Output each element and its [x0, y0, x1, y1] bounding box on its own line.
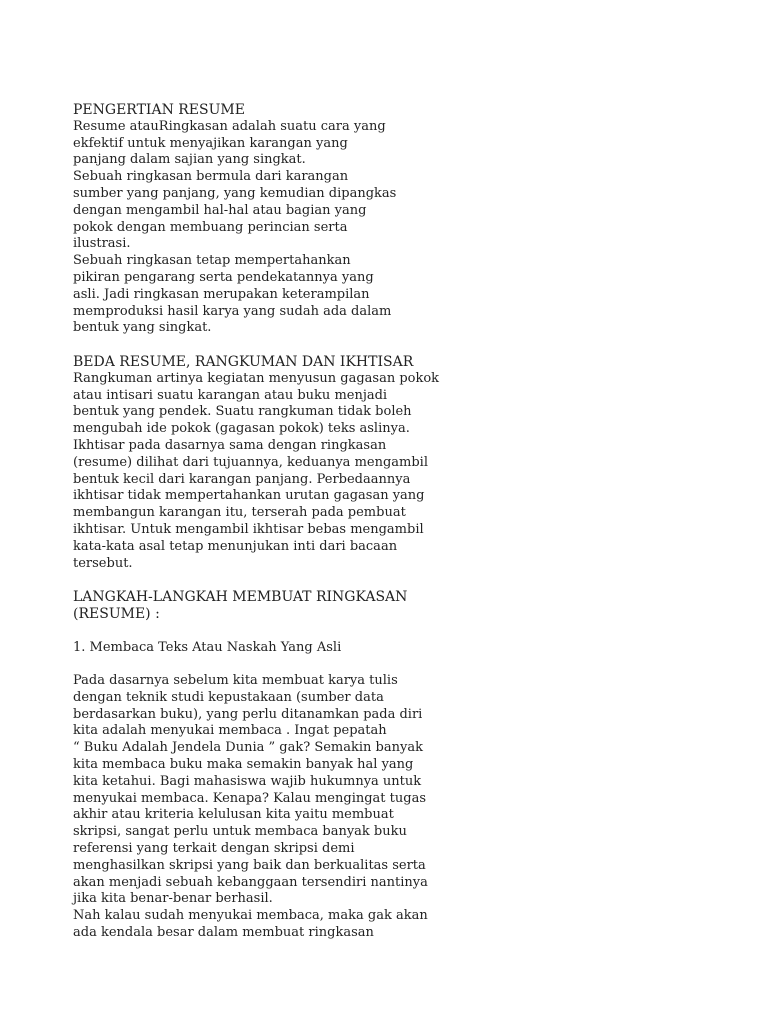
paragraph-line: kita membaca buku maka semakin banyak hal yang [73, 757, 414, 773]
paragraph-line: kita adalah menyukai membaca . Ingat pepatah [73, 723, 387, 739]
section-langkah-langkah [73, 589, 768, 942]
section-beda-resume [73, 354, 768, 572]
paragraph-line: ada kendala besar dalam membuat ringkasan [73, 925, 374, 941]
paragraph-line: menyukai membaca. Kenapa? Kalau mengingat tugas [73, 790, 426, 806]
blank-line [73, 623, 768, 640]
paragraph-line: Nah kalau sudah menyukai membaca, maka gak akan [73, 908, 428, 924]
paragraph-line: akan menjadi sebuah kebanggaan tersendiri nantinya [73, 874, 428, 890]
section-heading: PENGERTIAN RESUME [73, 102, 245, 118]
paragraph-line: bentuk kecil dari karangan panjang. Perbedaannya [73, 471, 411, 487]
paragraph-line: Sebuah ringkasan bermula dari karangan [73, 169, 349, 185]
step-title: 1. Membaca Teks Atau Naskah Yang Asli [73, 639, 342, 655]
paragraph-line: berdasarkan buku), yang perlu ditanamkan pada diri [73, 706, 423, 722]
paragraph-line: dengan mengambil hal-hal atau bagian yang [73, 202, 367, 218]
paragraph-line: atau intisari suatu karangan atau buku menjadi [73, 387, 388, 403]
paragraph-line: bentuk yang pendek. Suatu rangkuman tidak boleh [73, 404, 412, 420]
paragraph-line: referensi yang terkait dengan skripsi demi [73, 841, 355, 857]
paragraph-line: “ Buku Adalah Jendela Dunia ” gak? Semakin banyak [73, 740, 423, 756]
paragraph-line: ikhtisar. Untuk mengambil ikhtisar bebas mengambil [73, 521, 424, 537]
paragraph-line: asli. Jadi ringkasan merupakan keterampilan [73, 286, 370, 302]
blank-line [73, 337, 768, 354]
section-heading: LANGKAH-LANGKAH MEMBUAT RINGKASAN [73, 589, 408, 606]
paragraph-line: Ikhtisar pada dasarnya sama dengan ringkasan [73, 437, 387, 453]
paragraph-line: kita ketahui. Bagi mahasiswa wajib hukumnya untuk [73, 773, 422, 789]
paragraph-line: ikhtisar tidak mempertahankan urutan gagasan yang [73, 488, 425, 504]
paragraph-line: Pada dasarnya sebelum kita membuat karya tulis [73, 673, 398, 689]
section-heading: BEDA RESUME, RANGKUMAN DAN IKHTISAR [73, 353, 414, 370]
blank-line [73, 656, 768, 673]
paragraph-line: membangun karangan itu, terserah pada pembuat [73, 505, 406, 521]
paragraph-line: akhir atau kriteria kelulusan kita yaitu membuat [73, 807, 394, 823]
paragraph-line: memproduksi hasil karya yang sudah ada dalam [73, 303, 392, 319]
section-pengertian-resume [73, 102, 768, 337]
paragraph-line: (resume) dilihat dari tujuannya, keduanya mengambil [73, 454, 428, 470]
paragraph-line: panjang dalam sajian yang singkat. [73, 152, 306, 168]
paragraph-line: sumber yang panjang, yang kemudian dipangkas [73, 185, 397, 201]
paragraph-line: jika kita benar-benar berhasil. [73, 891, 273, 907]
paragraph-line: Resume atauRingkasan adalah suatu cara yang [73, 118, 386, 134]
paragraph-line: menghasilkan skripsi yang baik dan berkualitas serta [73, 857, 426, 873]
blank-line [73, 572, 768, 589]
paragraph-line: kata-kata asal tetap menunjukan inti dari bacaan [73, 538, 398, 554]
paragraph-line: ilustrasi. [73, 236, 131, 252]
paragraph-line: mengubah ide pokok (gagasan pokok) teks aslinya. [73, 421, 410, 437]
paragraph-line: ekfektif untuk menyajikan karangan yang [73, 135, 348, 151]
paragraph-line: skripsi, sangat perlu untuk membaca banyak buku [73, 824, 407, 840]
paragraph-line: pikiran pengarang serta pendekatannya yang [73, 269, 374, 285]
paragraph-line: tersebut. [73, 555, 133, 571]
paragraph-line: pokok dengan membuang perincian serta [73, 219, 348, 235]
section-heading: (RESUME) : [73, 605, 160, 622]
paragraph-line: Sebuah ringkasan tetap mempertahankan [73, 253, 351, 269]
paragraph-line: Rangkuman artinya kegiatan menyusun gagasan pokok [73, 370, 440, 386]
paragraph-line: bentuk yang singkat. [73, 320, 212, 336]
paragraph-line: dengan teknik studi kepustakaan (sumber data [73, 689, 384, 705]
